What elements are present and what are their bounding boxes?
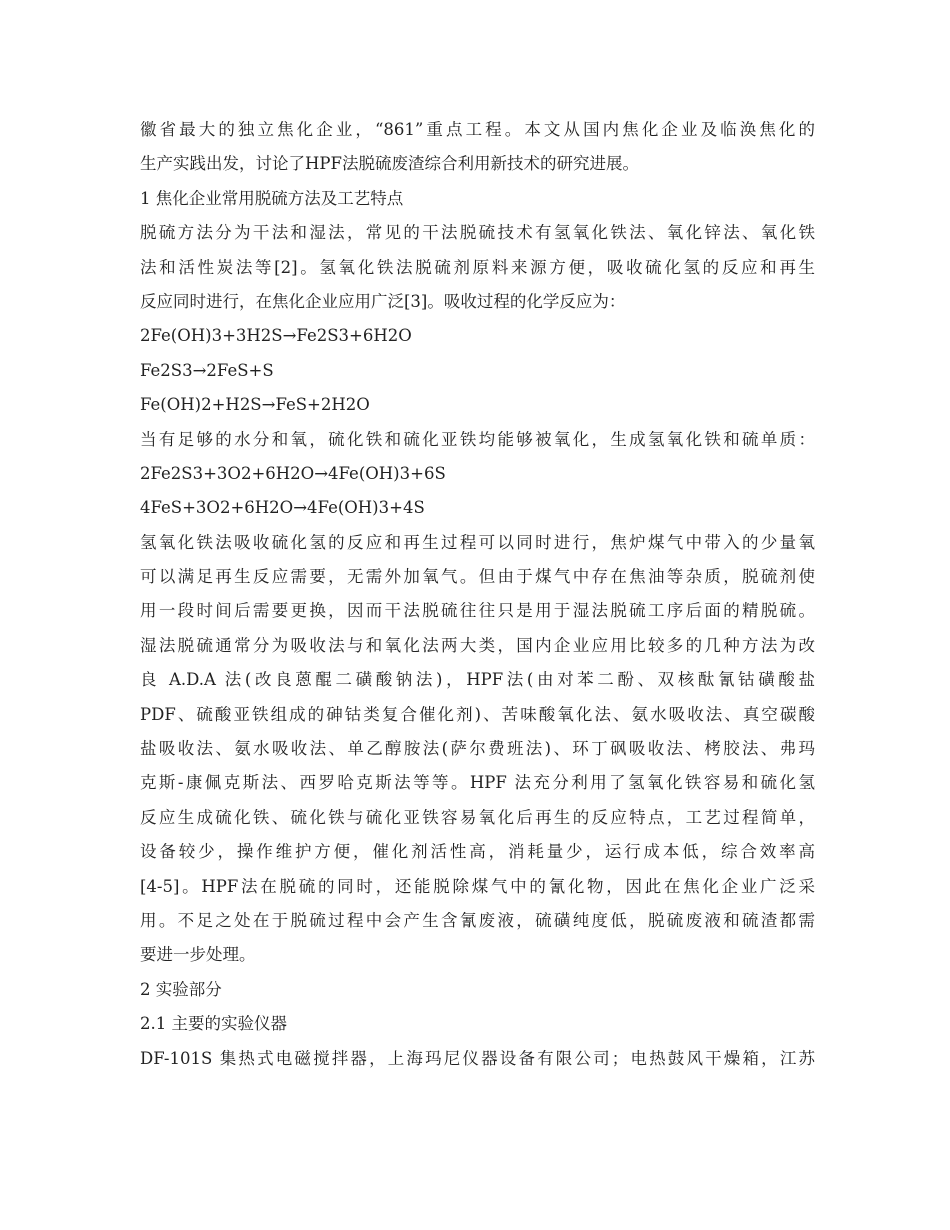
text-line: 徽省最大的独立焦化企业，“861”重点工程。本文从国内焦化企业及临涣焦化的 (140, 120, 815, 139)
text-line: 氢氧化铁法吸收硫化氢的反应和再生过程可以同时进行，焦炉煤气中带入的少量氧 (140, 532, 815, 552)
text-line: 用一段时间后需要更换，因而干法脱硫往往只是用于湿法脱硫工序后面的精脱硫。 (140, 601, 815, 621)
text-line: DF-101S 集热式电磁搅拌器，上海玛尼仪器设备有限公司；电热鼓风干燥箱，江苏 (140, 1048, 815, 1068)
text-line: 可以满足再生反应需要，无需外加氧气。但由于煤气中存在焦油等杂质，脱硫剂使 (140, 567, 815, 587)
chemical-equation: 2Fe2S3+3O2+6H2O→4Fe(OH)3+6S (140, 463, 446, 483)
text-line: 脱硫方法分为干法和湿法，常见的干法脱硫技术有氢氧化铁法、氧化锌法、氧化铁 (140, 223, 815, 243)
chemical-equation: 2Fe(OH)3+3H2S→Fe2S3+6H2O (140, 326, 412, 346)
chemical-equation: Fe2S3→2FeS+S (140, 360, 274, 380)
chemical-equation: 4FeS+3O2+6H2O→4Fe(OH)3+4S (140, 498, 425, 518)
text-line: 湿法脱硫通常分为吸收法与和氧化法两大类，国内企业应用比较多的几种方法为改 (140, 635, 815, 655)
text-line: 盐吸收法、氨水吸收法、单乙醇胺法(萨尔费班法)、环丁砜吸收法、栲胶法、弗玛 (140, 739, 815, 759)
text-line: 用。不足之处在于脱硫过程中会产生含氰废液，硫磺纯度低，脱硫废液和硫渣都需 (140, 910, 815, 930)
text-line: 反应同时进行，在焦化企业应用广泛[3]。吸收过程的化学反应为： (140, 291, 626, 311)
text-line: [4-5]。HPF法在脱硫的同时，还能脱除煤气中的氰化物，因此在焦化企业广泛采 (140, 876, 815, 896)
chemical-equation: Fe(OH)2+H2S→FeS+2H2O (140, 395, 370, 415)
section-heading: 1 焦化企业常用脱硫方法及工艺特点 (140, 188, 404, 208)
text-line: PDF、硫酸亚铁组成的砷钴类复合催化剂)、苦味酸氧化法、氨水吸收法、真空碳酸 (140, 704, 815, 724)
text-line: 生产实践出发，讨论了HPF法脱硫废渣综合利用新技术的研究进展。 (140, 154, 639, 174)
text-line: 当有足够的水分和氧，硫化铁和硫化亚铁均能够被氧化，生成氢氧化铁和硫单质： (140, 429, 815, 449)
text-line: 法和活性炭法等[2]。氢氧化铁法脱硫剂原料来源方便，吸收硫化氢的反应和再生 (140, 257, 815, 277)
text-line: 良 A.D.A 法(改良蒽醌二磺酸钠法)，HPF法(由对苯二酚、双核酞氰钴磺酸盐 (140, 670, 815, 690)
document-body (140, 113, 815, 1076)
text-line: 克斯-康佩克斯法、西罗哈克斯法等等。HPF 法充分利用了氢氧化铁容易和硫化氢 (140, 773, 815, 793)
section-heading: 2 实验部分 (140, 979, 222, 999)
text-line: 反应生成硫化铁、硫化铁与硫化亚铁容易氧化后再生的反应特点，工艺过程简单， (140, 807, 815, 827)
subsection-heading: 2.1 主要的实验仪器 (140, 1014, 287, 1034)
text-line: 要进一步处理。 (140, 945, 256, 965)
text-line: 设备较少，操作维护方便，催化剂活性高，消耗量少，运行成本低，综合效率高 (140, 842, 815, 862)
